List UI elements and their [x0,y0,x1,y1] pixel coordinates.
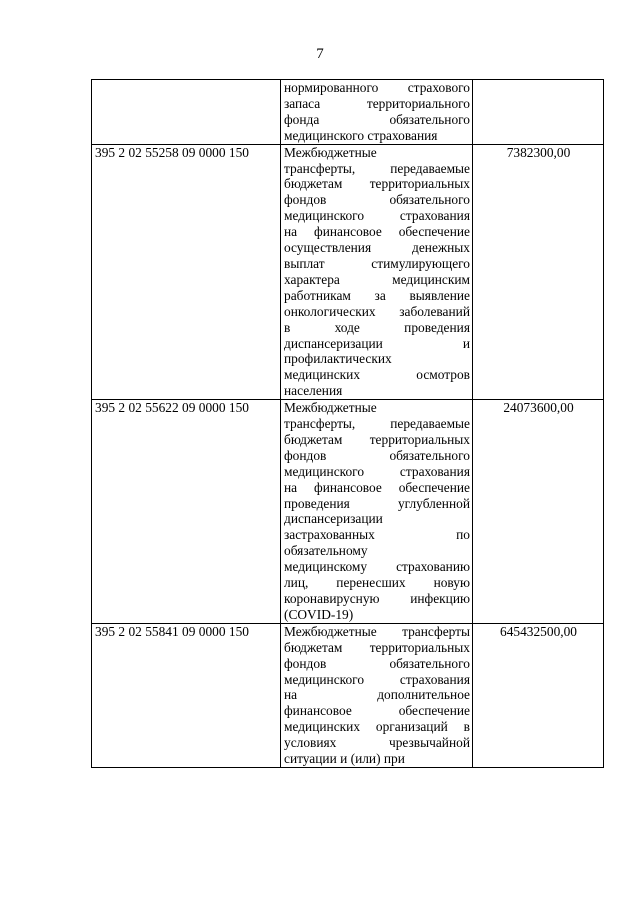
income-name-line: на финансовое обеспечение [284,224,470,240]
income-name-line: характера медицинским [284,271,470,287]
budget-code-cell: 395 2 02 55258 09 0000 150 [92,144,281,400]
income-name-line: медицинских осмотров [284,367,470,383]
budget-revenue-table [91,79,604,768]
income-name-line: нормированного страхового [284,80,470,95]
amount-cell: 645432500,00 [473,623,604,767]
income-name-line: осуществления денежных [284,240,470,256]
income-name-line: бюджетам территориальных [284,639,470,655]
income-name-line: фондов обязательного [284,192,470,208]
income-name-line: Межбюджетные [284,144,377,160]
amount-cell: 7382300,00 [473,144,604,400]
income-name-line: выплат стимулирующего [284,255,470,271]
income-name-line: проведения углубленной [284,495,470,511]
table-body [92,80,604,768]
income-name-line: бюджетам территориальных [284,431,470,447]
income-name-line: финансовое обеспечение [284,703,470,719]
income-name-line: диспансеризации [284,511,383,527]
income-name-line: медицинского страхования [284,671,470,687]
income-name-line: обязательному [284,543,368,559]
income-name-line: в ходе проведения [284,319,470,335]
amount-cell [473,80,604,145]
income-name-line: трансферты, передаваемые [284,160,470,176]
income-name-line: фондов обязательного [284,447,470,463]
amount-cell: 24073600,00 [473,400,604,624]
income-name-line: застрахованных по [284,527,470,543]
income-name-line: Межбюджетные [284,400,377,416]
income-name-line: онкологических заболеваний [284,303,470,319]
income-name-line: медицинскому страхованию [284,559,470,575]
table-row [92,623,604,767]
income-name-line: медицинских организаций в [284,719,470,735]
income-name-line: диспансеризации и [284,335,470,351]
income-name-line: медицинского страхования [284,463,470,479]
income-name-line: на финансовое обеспечение [284,479,470,495]
income-name-line: запаса территориального [284,95,470,111]
income-name-line: трансферты, передаваемые [284,416,470,432]
income-name-line: ситуации и (или) при [284,751,405,767]
income-name-line: (COVID-19) [284,606,354,622]
table-row [92,400,604,624]
budget-code-cell [92,80,281,145]
income-name-line: условиях чрезвычайной [284,735,470,751]
table-row [92,80,604,145]
income-name-line: Межбюджетные трансферты [284,623,470,639]
income-name-line: профилактических [284,351,392,367]
income-name-line: коронавирусную инфекцию [284,591,470,606]
income-name-cell [281,623,473,767]
table-row [92,144,604,400]
income-name-line: медицинского страхования [284,127,438,143]
income-name-line: медицинского страхования [284,208,470,224]
income-name-line: фондов обязательного [284,655,470,671]
income-name-line: на дополнительное [284,687,470,703]
income-name-line: бюджетам территориальных [284,176,470,192]
page-number: 7 [316,46,324,62]
income-name-line: лиц, перенесших новую [284,575,470,591]
budget-code-cell: 395 2 02 55622 09 0000 150 [92,400,281,624]
income-name-cell [281,144,473,400]
income-name-cell [281,400,473,624]
income-name-line: фонда обязательного [284,111,470,127]
income-name-line: населения [284,383,343,399]
income-name-cell [281,80,473,145]
income-name-line: работникам за выявление [284,287,470,303]
budget-code-cell: 395 2 02 55841 09 0000 150 [92,623,281,767]
